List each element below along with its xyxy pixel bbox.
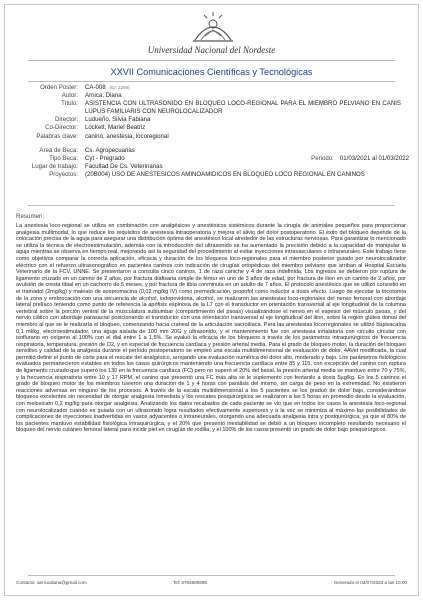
field-periodo xyxy=(311,155,415,163)
field-value: (20B004) USO DE ANESTESICOS AMINOAMIDICOS EN BLOQUEO LOCO REGIONAL EN CANINOS xyxy=(85,170,365,178)
field-label: Periodo: xyxy=(311,154,334,162)
metadata-fields xyxy=(10,84,415,179)
field-value: 01/03/2021 al 01/03/2022 xyxy=(339,154,409,162)
field-label: Area de Beca: xyxy=(39,146,78,154)
field-autor xyxy=(10,92,415,100)
field-label: Título: xyxy=(61,100,78,108)
field-titulo xyxy=(10,100,415,116)
field-value: Lockett, Mariel Beatriz xyxy=(85,124,146,132)
university-name: Universidad Nacional del Nordeste xyxy=(147,45,276,55)
field-orden xyxy=(10,84,415,92)
field-palabras-clave xyxy=(10,133,415,141)
footer-tel: Tel: 3794585686 xyxy=(173,580,207,585)
field-value: CA-008 xyxy=(85,84,106,91)
field-label: Lugar de trabajo: xyxy=(31,162,78,170)
field-proyectos xyxy=(10,171,415,179)
divider xyxy=(28,60,395,61)
field-note: (ID: 2266) xyxy=(109,85,130,90)
field-value: Arnica, Diana xyxy=(85,92,122,100)
field-label: Orden Poster: xyxy=(40,84,78,91)
field-value: Ludueño, Silvia Fabiana xyxy=(85,116,151,124)
field-label: Palabras clave: xyxy=(36,132,78,140)
divider xyxy=(28,205,395,206)
footer-contact: Contacto: aerrucdiana@gmail.com xyxy=(16,580,87,585)
field-label: Autor: xyxy=(61,92,78,100)
field-value: Cs. Agropecuarias xyxy=(85,146,135,154)
field-label: Director: xyxy=(54,116,78,124)
field-lugar xyxy=(10,163,415,171)
footer-generated: Generado el 03/07/2023 a las 10:00 xyxy=(333,580,407,585)
field-director xyxy=(10,116,415,124)
field-tipo xyxy=(10,155,415,163)
field-label: Tipo Beca: xyxy=(49,154,78,162)
field-area xyxy=(10,147,415,155)
unne-crest-icon xyxy=(185,10,241,44)
congress-title: XXVII Comunicaciones Científicas y Tecnológicas xyxy=(110,67,313,77)
divider xyxy=(28,575,395,576)
resumen-text: La anestesia loco-regional se utiliza en combinación con analgésicos y anestésicos sistémicos durante la cirugía de animales pequeños para proporcionar analgesia multimodal, lo que reduce los requisitos de anestesia intraoperatoria y mejora el alivio del dolor postoperatorio. El éxito del bloqueo depende de la colocación precisa de la aguja para asegurar una distribución óptima del anestésico local alrededor de las estructuras nerviosas. Para garantizar lo mencionado se utiliza la técnica de electroestimulación, además con la introducción del ultrasonido se ha aumentado la precisión debido a la capacidad de manipular la aguja mientras se observa en tiempo real, mejorando así la seguridad del procedimiento al evitar inyecciones intravasculares o intraneurales. Este trabajo tiene como objetivos comparar la correcta aplicación, eficacia y duración de los bloqueos loco-regionales para el miembro posterior guiado por neurolocalizador eléctrico con el refuerzo ultrasonográfico en pacientes caninos con indicación de cirugías ortopédicas del miembro pelviano que arriban al Hospital Escuela Veterinario de la FCV, UNNE. Se presentaron a consulta cinco caninos, 1 de raza caniche y 4 de raza indefinida. Los ingresos se debieron por ruptura de ligamento cruzado en un canino de 2 años, por fractura diafisaria simple de fémur en uno de 3 años de edad, por fractura de ilion en un canino de 2 años, por avulsión de cresta tibial en un cachorro de 5 meses, y por fractura de tibia conminuta en un adulto de 7 años. El protocolo anestésico que se utilizó consistió en el tramadol (2mg/kg) y maleato de acepromacina (0,02 mg/kg IV) como premedicación, propofol como inductor a dosis efecto. Luego de ejecutar la tricotomía de la zona y embrocación con una secuencia de alcohol, iodopovidona, alcohol, se realizaron las anestesias loco-regionales del nervio femoral con abordaje lateral prelíaco teniendo como punto de referencia la apófisis espinosa de la L7 con el transductor en orientación transversal al eje longitudinal de la columna vertebral sobre la porción ventral de la musculatura sublumbar (compartimiento del psoas) visualizándose el nervio en el espesor del músculo psoas, y del nervio ciático con abordaje parasacral posicionando el transductor con una orientación transversal al eje longitudinal del ilion, sobre la región glútea dorsal del miembro al que se le realizaría el bloqueo, comenzando hacia craneal de la articulación sacroilíaca. Para las anestesias locorregionales se utilizó bupivacaína 0,1 ml/kg, electroestimulador, una aguja aislada de 100 mm 20G y ultrasonido, y el mantenimiento fue con anestesia inhalatoria con circuito circular con isoflurano en oxígeno al 100% con el dial entre 1 a 1,5%. Se evaluó la eficacia de los bloqueos a través de los parámetros intraquirúrgicos de frecuencia respiratoria, temperatura, presión de O2, y en especial de frecuencia cardíaca y presión arterial media. Para el grado de bloqueo motor, la duración del bloqueo sensitivo y calidad de la analgesia durante el período postoperatorio se empleó una escala multidimensional de evaluación de dolor, 4AVet modificada, la cual permitió definir el punto de corte para el rescate del analgésico, arrojando una evaluación numérica del dolor alto, moderado y bajo. Los parámetros fisiológicos evaluados permanecieron estables en todos los casos quirúrgicos manteniendo una frecuencia cardíaca entre 85 y 115, con excepción del canino con ruptura de ligamento cruzado que superó los 130 en la frecuencia cardíaca (FC) pero no superó el 20% del basal, la presión arterial media se mantuvo entre 70 y 75%, y la frecuencia respiratoria entre 10 y 17 RPM, el canino que presentó una FC más alta se le suplemento con fentanilo a dosis 5µg/kg. En los 5 caninos el grado de bloqueo motor de los miembros tuvieron una duración de 1 y 4 horas con parálisis del mismo, sin carga de peso en la extremidad. No existieron reacciones adversas en ninguno de los procesos. A través de la escala multidimensional a los 5 pacientes se los graduó de dolor bajo, considerándose bloqueos excelentes sin necesidad de otorgar analgesia inmediata y los rescates posquirúrgicos se realizaron a las 5 horas en promedio desde la evaluación, con meloxicam 0,2 mg/kg para otorgar analgesia. Analizando los datos recabados de cada paciente se vio que en todos los casos la anestesia loco-regional con neurolocalizador cuando es guiada con un ultrasonido logra resultados efectivamente superiores y a la vez se minimiza al máximo las posibilidades de complicaciones de inyecciones inadvertidas en vasos adyacentes o intraneurales, otorgando una adecuada analgesia intra y postquirúrgica, ya que el 80% de los pacientes mantuvo estabilidad fisiológica intraquirúrgica, y el 20% que presentó inestabilidad se debió a un bloqueo incompleto resultando necesario el bloqueo del nervio cutáneo femoral lateral para incidir piel en cirugías de rodilla, y el 100% de los casos presentó un grado de dolor bajo posquirúrgicos. xyxy=(16,223,406,434)
field-label: Co-Director: xyxy=(45,124,78,132)
field-label: Proyectos: xyxy=(49,170,78,178)
resumen-label: Resumen: xyxy=(16,213,45,220)
field-value: ASISTENCIA CON ULTRASONIDO EN BLOQUEO LOCO-REGIONAL PARA EL MIEMBRO PELVIANO EN CANIS LUPUS FAMILIARIS CON NEUROLOCALIZADOR xyxy=(85,100,401,116)
divider xyxy=(28,81,395,82)
field-codirector xyxy=(10,124,415,132)
field-value: canino, anestesia, locoregional xyxy=(85,132,169,140)
field-value: Facultad De Cs. Veterinarias xyxy=(85,162,163,170)
field-value: Cyt - Pregrado xyxy=(85,154,125,162)
